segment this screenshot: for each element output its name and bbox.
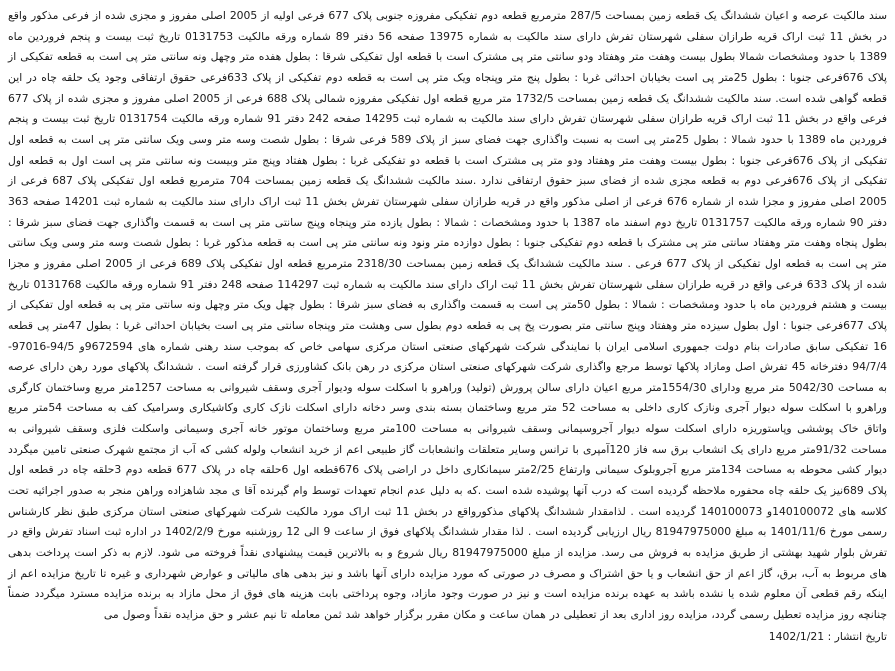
publication-date: تاریخ انتشار : 1402/1/21 [768,629,887,643]
auction-notice-body: سند مالکیت عرصه و اعیان ششدانگ یک قطعه زمین بمساحت 287/5 مترمربع قطعه دوم تفکیکی مفروزه جنوبی پلاک 677 فرعی اولیه از 2005 اصلی مفروز و مجزی شده از فرعی مذکور واقع در بخش 11 ثبت اراک قریه طرازان سفلی شهرستان تفرش دارای سند مالکیت به شماره 13975 صفحه 56 دفتر 89 شماره ورقه مالکیت 0131753 تاریخ ثبت بیست و پنجم فروردین ماه 1389 با حدود ومشخصات شمالا بطول بیست وهفت متر وهفتاد ودو سانتی متر پی مشترک است با قطعه اول تفکیکی شرقا : بطول هفده متر وچهل ونه سانتی متر پی است به قطعه تفکیکی از پلاک 676فرعی جنوبا : بطول 25متر پی است بخیابان احداثی غربا : بطول پنج متر وپنجاه ویک متر پی است به قطعه دوم تفکیکی از پلاک 633فرعی حقوق ارتفاقی وجود یک حلقه چاه در این قطعه گواهی شده است. سند مالکیت ششدانگ یک قطعه زمین بمساحت 1732/5 متر مربع قطعه اول تفکیکی مفروزه شمالی پلاک 688 فرعی از 2005 اصلی مفروز و مجزی شده از پلاک 677 فرعی واقع در بخش 11 ثبت اراک قریه طرازان سفلی شهرستان تفرش دارای سند مالکیت به شماره ثبت 14295 صفحه 242 دفتر 91 شماره ورقه مالکیت 0131754 تاریخ ثبت بیست و پنجم فروردین ماه 1389 با حدود شمالا : بطول 25متر پی است به نسبت واگذاری جهت فضای سبز از پلاک 589 فرعی شرقا : بطول شصت وسه متر وسی ویک سانتی متر پی است به قطعه اول تفکیکی از پلاک 676فرعی جنوبا : بطول بیست وهفت متر وهفتاد ودو متر پی مشترک است با قطعه دو تفکیکی غربا : بطول هفتاد وپنج متر وبیست ونه سانتی متر پی است اول به قطعه اول تفکیکی از پلاک 676فرعی دوم به قطعه مجزی شده از فضای سبز حقوق ارتفاقی ندارد .سند مالکیت ششدانگ یک قطعه زمین بمساحت 704 مترمربع قطعه اول تفکیکی پلاک 687 فرعی از 2005 اصلی مفروز و مجزا شده از شماره 676 فرعی از اصلی مذکور واقع در قریه طرازان سفلی شهرستان تفرش بخش 11 ثبت اراک دارای سند مالکیت به شماره ثبت 14201 صفحه 363 دفتر 90 شماره ورقه مالکیت 0131757 تاریخ دوم اسفند ماه 1387 با حدود ومشخصات : شمالا : بطول یازده متر وپنجاه وپنج سانتی متر پی است به قسمت واگذاری جهت فضای سبز شرقا : بطول پنجاه وهفت متر وهفتاد سانتی متر پی مشترک با قطعه دوم تفکیکی جنوبا : بطول دوازده متر ونود ونه سانتی متر پی است به قطعه مذکور غربا : بطول شصت وسه متر وسی ویک سانتی متر پی است به قطعه اول تفکیکی از پلاک 677 فرعی . سند مالکیت ششدانگ یک قطعه زمین بمساحت 2318/30 مترمربع قطعه اول تفکیکی پلاک 689 فرعی از 2005 اصلی مفروز و مجزا شده از پلاک 633 فرعی واقع در قریه طرازان سفلی شهرستان تفرش بخش 11 ثبت اراک دارای سند مالکیت به شماره ثبت 114297 صفحه 248 دفتر 91 شماره ورقه مالکیت 0131768 تاریخ بیست و هشتم فروردین ماه با حدود ومشخصات : شمالا : بطول 50متر پی است به قسمت واگذاری به فضای سبز شرقا : بطول چهل ویک متر وچهل ونه سانتی متر پی به قطعه اول تفکیکی از پلاک 677فرعی جنوبا : اول بطول سیزده متر وهفتاد وپنج سانتی متر بصورت پخ پی به قطعه دوم بطول سی وهشت متر وپنجاه سانتی متر پی است بخیابان احداثی غربا : بطول 47متر پی قطعه 16 تفکیکی سابق صادرات بنام دولت جمهوری اسلامی ایران با نمایندگی شرکت شهرکهای صنعتی استان مرکزی سهامی خاص که بموجب سند رهنی شماره های 9672594و 94/5-97016-94/7/4 دفترخانه 45 تفرش اصل ومازاد پلاکها توسط مرجع واگذاری شرکت شهرکهای صنعتی استان مرکزی در رهن بانک کشاورزی قرار گرفته است . ششدانگ پلاکهای مورد رهن دارای عرصه به مساحت 5042/30 متر مربع ودارای 1554/30متر مربع اعیان دارای سالن پرورش (تولید) وراهرو با اسکلت سوله ودیوار آجری وسقف شیروانی به مساحت 1257متر مربع وساختمان کارگری وراهرو با اسکلت سوله دیوار آجری ونازک کاری داخلی به مساحت 52 متر مربع وساختمان بسته بندی وسر دخانه دارای اسکلت نازک کاری وکاشیکاری وسرامیک کف به مساحت 54متر مربع واتاق خاک پوششی وپاستوریزه دارای اسکلت سوله دیوار آجروسیمانی وسقف شیروانی به مساحت 100متر مربع وساختمان موتور خانه آجری وسیمانی واسکلت فلزی وسقف شیروانی به مساحت 91/32متر مربع دارای یک انشعاب برق سه فاز 120آمپری با ترانس وسایر متعلقات وانشعابات گاز طبیعی اعم از خرید انشعاب ولوله کشی که آب از مجتمع شهرک صنعتی تامین میگردد دیوار کشی محوطه به مساحت 134متر مربع آجروبلوک سیمانی وارتفاع 2/25متر سیمانکاری داخل در اراضی پلاک 676قطعه اول 6حلقه چاه در پلاک 677 قطعه دوم 3حلقه چاه در قطعه اول پلاک 689نیز یک حلقه چاه محفوره ملاحظه گردیده است که درب آنها پوشیده شده است .که به دلیل عدم انجام تعهدات توسط وام گیرنده آقا ی مجد شاهزاده وراهن منجر به صدور اجرائیه تحت کلاسه های 140100072و 140100073 گردیده است . لذامقدار ششدانگ پلاکهای مذکورواقع در بخش 11 ثبت اراک مورد مالکیت شرکت شهرکهای صنعتی استان مرکزی طبق نظر کارشناس رسمی مورخ 1401/11/6 به مبلغ 81947975000 ریال ارزیابی گردیده است . لذا مقدار ششدانگ پلاکهای فوق از ساعت 9 الی 12 روزشنبه مورخ 1402/2/9 در اداره ثبت اسناد تفرش واقع در تفرش بلوار شهید بهشتی از طریق مزایده به فروش می رسد. مزایده از مبلغ 81947975000 ریال شروع و به بالاترین قیمت پیشنهادی نقداً فروخته می شود. لازم به ذکر است پرداخت بدهی های مربوط به آب، برق، گاز اعم از حق انشعاب و یا حق اشتراک و مصرف در صورتی که مورد مزایده دارای آنها باشد و نیز بدهی های مالیاتی و عوارض شهرداری و غیره تا تاریخ مزایده اعم از اینکه رقم قطعی آن معلوم شده یا نشده باشد به عهده برنده مزایده است و نیز در صورت وجود مازاد، وجوه پرداختی بابت هزینه های فوق از محل مازاد به برنده مزایده مسترد میگردد ضمناً چنانچه روز مزایده تعطیل رسمی گردد، مزایده روز اداری بعد از تعطیلی در همان ساعت و مکان مقرر برگزار خواهد شد ثمن معامله تا نیم عشر و حق مزایده نقداً وصول می [8,9,888,622]
